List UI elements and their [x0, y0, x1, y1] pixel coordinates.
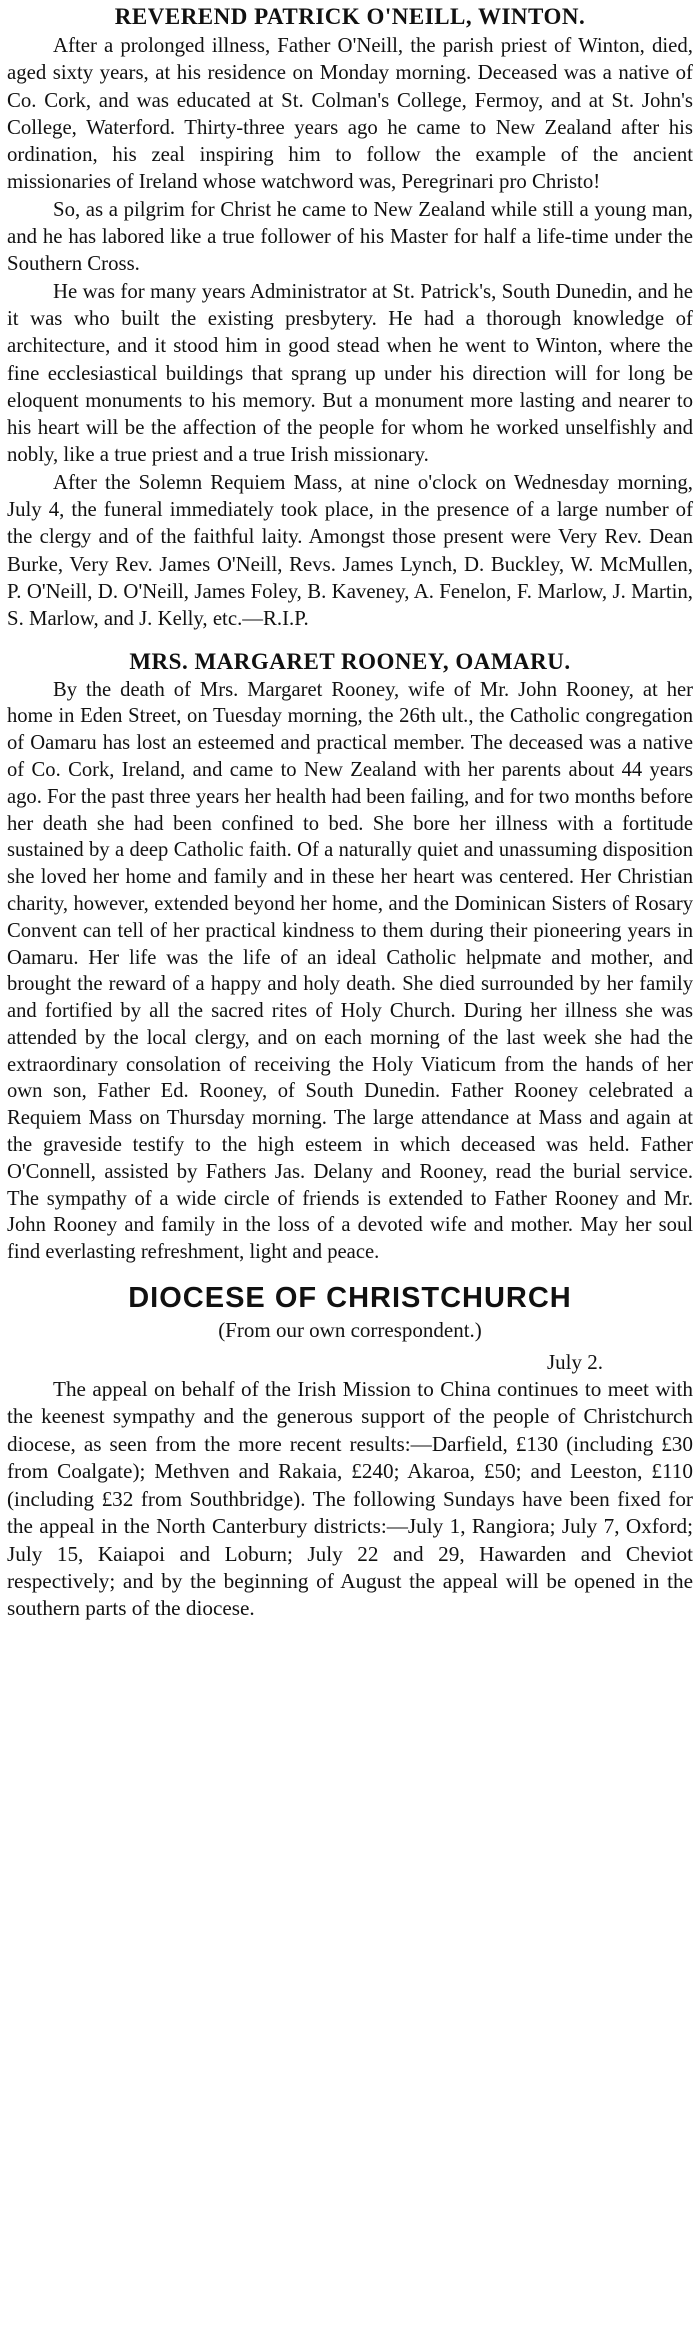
article-heading: REVEREND PATRICK O'NEILL, WINTON. — [114, 4, 586, 29]
diocese-of-christchurch — [7, 1280, 693, 1623]
article-heading: MRS. MARGARET ROONEY, OAMARU. — [129, 648, 571, 674]
obituary-patrick-oneill — [7, 2, 693, 633]
article-paragraph: By the death of Mrs. Margaret Rooney, wife of Mr. John Rooney, at her home in Eden Street, on Tuesday morning, the 26th ult., the Catholic congregation of Oamaru has lost an esteemed and practical member. The deceased was a native of Co. Cork, Ireland, and came to New Zealand with her parents about 44 years ago. For the past three years her health had been failing, and for two months before her death she had been confined to bed. She bore her illness with a fortitude sustained by a deep Catholic faith. Of a naturally quiet and unassuming disposition she loved her home and family and in these her heart was centered. Her Christian charity, however, extended beyond her home, and the Dominican Sisters of Rosary Convent can tell of her practical kindness to them during their pioneering years in Oamaru. Her life was the life of an ideal Catholic helpmate and mother, and brought the reward of a happy and holy death. She died surrounded by her family and fortified by all the sacred rites of Holy Church. During her illness she was attended by the local clergy, and on each morning of the last week she had the extraordinary consolation of receiving the Holy Viaticum from the hands of her own son, Father Ed. Rooney, of South Dunedin. Father Rooney celebrated a Requiem Mass on Thursday morning. The large attendance at Mass and again at the graveside testify to the high esteem in which deceased was held. Father O'Connell, assisted by Fathers Jas. Delany and Rooney, read the burial service. The sympathy of a wide circle of friends is extended to Father Rooney and Mr. John Rooney and family in the loss of a devoted wife and mother. May her soul find everlasting refreshment, light and peace. — [7, 678, 693, 1264]
article-paragraph: So, as a pilgrim for Christ he came to New Zealand while still a young man, and he has labored like a true follower of his Master for half a life-time under the Southern Cross. — [7, 197, 693, 276]
article-paragraph: The appeal on behalf of the Irish Mission to China continues to meet with the keenest sympathy and the generous support of the people of Christchurch diocese, as seen from the more recent results:—Darfield, £130 (including £30 from Coalgate); Methven and Rakaia, £240; Akaroa, £50; and Leeston, £110 (including £32 from Southbridge). The following Sundays have been fixed for the appeal in the North Canterbury districts:—July 1, Rangiora; July 7, Oxford; July 15, Kaiapoi and Loburn; July 22 and 29, Hawarden and Cheviot respectively; and by the beginning of August the appeal will be opened in the southern parts of the diocese. — [7, 1377, 693, 1621]
section-heading: DIOCESE OF CHRISTCHURCH — [128, 1282, 572, 1315]
dateline: July 2. — [546, 1350, 603, 1375]
article-paragraph: After the Solemn Requiem Mass, at nine o'clock on Wednesday morning, July 4, the funeral immediately took place, in the presence of a large number of the clergy and of the faithful laity. Amongst those present were Very Rev. Dean Burke, Very Rev. James O'Neill, Revs. James Lynch, D. Buckley, W. McMullen, P. O'Neill, D. O'Neill, James Foley, B. Kaveney, A. Fenelon, F. Marlow, J. Martin, S. Marlow, and J. Kelly, etc.—R.I.P. — [7, 470, 693, 631]
obituary-margaret-rooney — [7, 647, 693, 1267]
newspaper-column — [7, 0, 693, 1623]
article-paragraph: He was for many years Administrator at St. Patrick's, South Dunedin, and he it was who built the existing presbytery. He had a thorough knowledge of architecture, and it stood him in good stead when he went to Winton, where the fine ecclesiastical buildings that sprang up under his direction will for long be eloquent monuments to his memory. But a monument more lasting and nearer to his heart will be the affection of the people for whom he worked unselfishly and nobly, like a true priest and a true Irish missionary. — [7, 279, 693, 467]
article-paragraph: After a prolonged illness, Father O'Neill, the parish priest of Winton, died, aged sixty years, at his residence on Monday morning. Deceased was a native of Co. Cork, and was educated at St. Colman's College, Fermoy, and at St. John's College, Waterford. Thirty-three years ago he came to New Zealand after his ordination, his zeal inspiring him to follow the example of the ancient missionaries of Ireland whose watchword was, Peregrinari pro Christo! — [7, 34, 693, 194]
correspondent-line: (From our own correspondent.) — [218, 1318, 482, 1343]
